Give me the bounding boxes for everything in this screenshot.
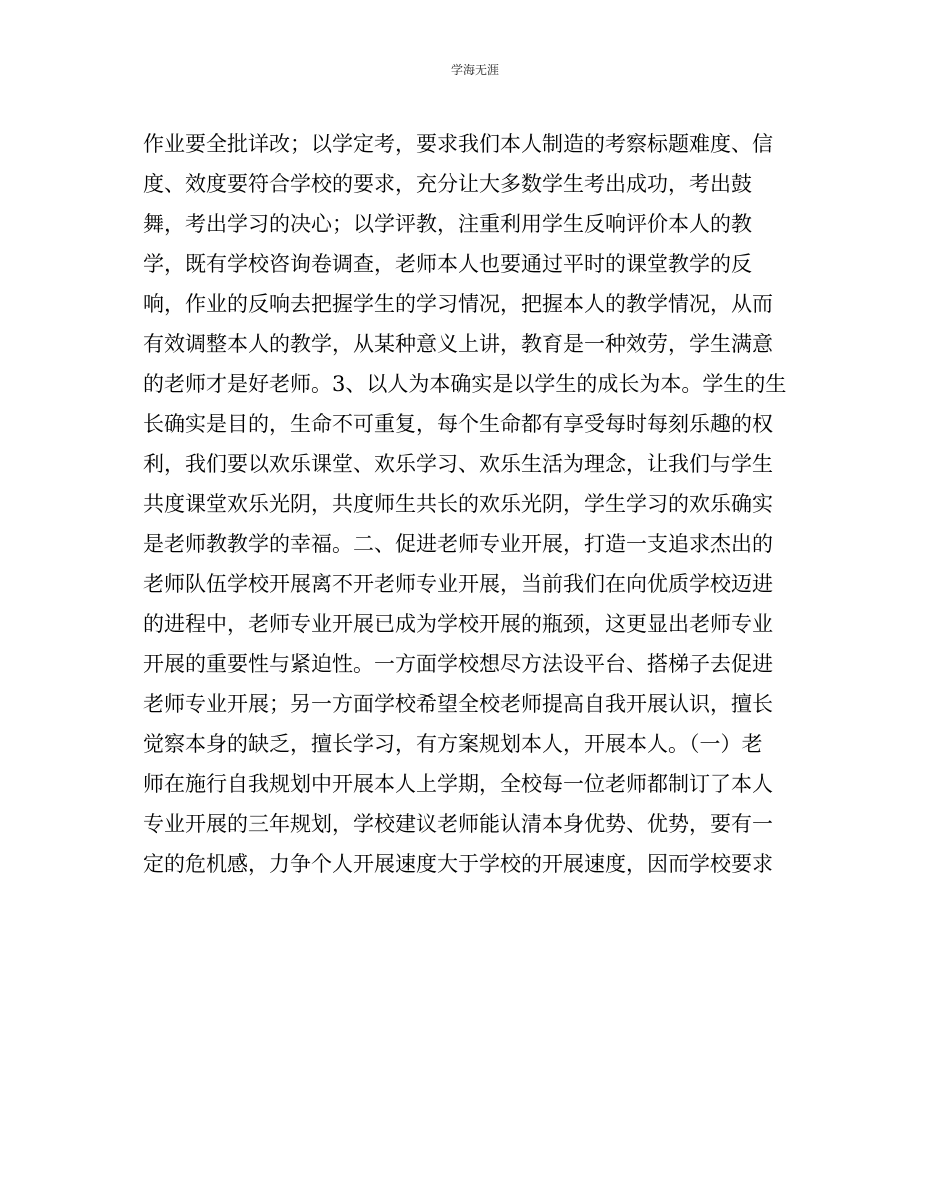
text-line: 度、效度要符合学校的要求，充分让大多数学生考出成功，考出鼓: [143, 172, 752, 196]
text-line: 的老师才是好老师。3、以人为本确实是以学生的成长为本。学生的生: [143, 372, 787, 396]
text-line: 老师专业开展；另一方面学校希望全校老师提高自我开展认识，擅长: [143, 692, 773, 716]
text-line: 老师队伍学校开展离不开老师专业开展，当前我们在向优质学校迈进: [143, 572, 773, 596]
text-line: 作业要全批详改；以学定考，要求我们本人制造的考察标题难度、信: [143, 132, 773, 156]
text-line: 长确实是目的，生命不可重复，每个生命都有享受每时每刻乐趣的权: [143, 412, 773, 436]
text-line: 的进程中，老师专业开展已成为学校开展的瓶颈，这更显出老师专业: [143, 612, 773, 636]
text-line: 舞，考出学习的决心；以学评教，注重利用学生反响评价本人的教: [143, 212, 752, 236]
text-line: 共度课堂欢乐光阴，共度师生共长的欢乐光阴，学生学习的欢乐确实: [143, 492, 773, 516]
text-line: 专业开展的三年规划，学校建议老师能认清本身优势、优势，要有一: [143, 812, 773, 836]
text-line: 觉察本身的缺乏，擅长学习，有方案规划本人，开展本人。（一）老: [143, 732, 763, 756]
text-line: 有效调整本人的教学，从某种意义上讲，教育是一种效劳，学生满意: [143, 332, 773, 356]
text-line: 学，既有学校咨询卷调查，老师本人也要通过平时的课堂教学的反: [143, 252, 752, 276]
document-body: [143, 124, 813, 884]
text-line: 利，我们要以欢乐课堂、欢乐学习、欢乐生活为理念，让我们与学生: [143, 452, 773, 476]
text-line: 开展的重要性与紧迫性。一方面学校想尽方法设平台、搭梯子去促进: [143, 652, 773, 676]
text-line: 师在施行自我规划中开展本人上学期，全校每一位老师都制订了本人: [143, 772, 773, 796]
text-line: 定的危机感，力争个人开展速度大于学校的开展速度，因而学校要求: [143, 852, 773, 876]
page-header: 学海无涯: [450, 63, 499, 77]
text-line: 是老师教教学的幸福。二、促进老师专业开展，打造一支追求杰出的: [143, 532, 773, 556]
text-line: 响，作业的反响去把握学生的学习情况，把握本人的教学情况，从而: [143, 292, 773, 316]
